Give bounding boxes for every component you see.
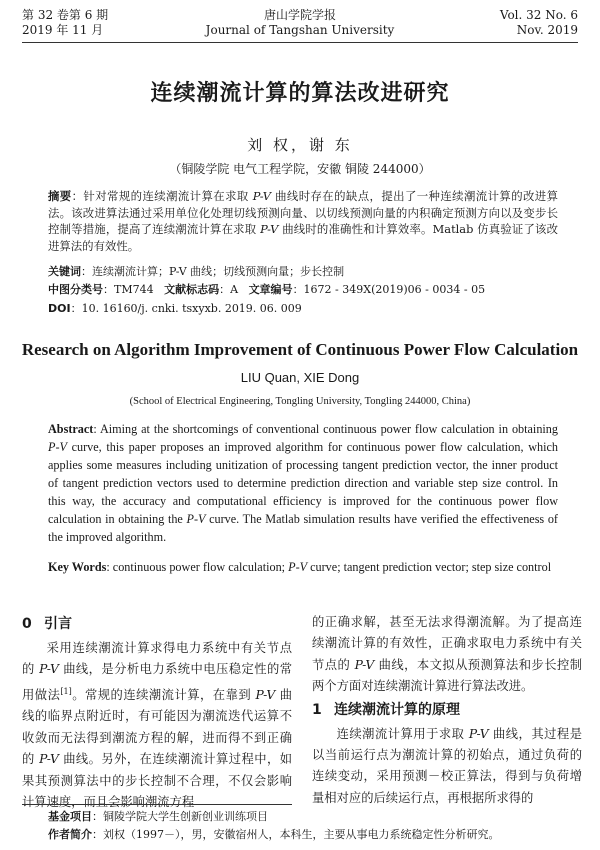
pv-term: P-V xyxy=(39,662,59,677)
principle-paragraph xyxy=(312,724,582,810)
paper-title-en: Research on Algorithm Improvement of Continuous Power Flow Calculation xyxy=(21,340,579,359)
pv-term: P-V xyxy=(468,726,489,741)
intro-paragraph-continued xyxy=(312,612,582,698)
doc-code-value: ：A xyxy=(219,283,239,296)
doc-code-label: 文献标志码 xyxy=(164,283,220,296)
keywords-en-label: Key Words xyxy=(48,560,107,574)
article-no-label: 文章编号 xyxy=(248,283,293,296)
abstract-en xyxy=(48,420,558,546)
body-text: 采用连续潮流计算求得电力系统中有关节点的 xyxy=(22,641,292,677)
pv-term: P-V xyxy=(252,189,272,203)
abstract-en-text: : Aiming at the shortcomings of conventional continuous power flow calculation in obtaining xyxy=(93,422,558,436)
body-text: 。常规的连续潮流计算，在靠到 xyxy=(71,687,256,702)
doi-value: ：10. 16160/j. cnki. tsxyxb. 2019. 06. 009 xyxy=(70,302,302,315)
pv-term: P-V xyxy=(288,560,308,574)
keywords-cn-label: 关键词 xyxy=(48,265,81,278)
date-cn: 2019 年 11 月 xyxy=(22,23,104,37)
funding-label: 基金项目 xyxy=(48,810,92,823)
funding-text: ：铜陵学院大学生创新创业训练项目 xyxy=(92,810,268,823)
body-column-right xyxy=(312,612,582,809)
abstract-en-text: curve, this paper proposes an improved algorithm for continuous power flow calculation, which applies some measures including unitization of processing tangent prediction vector, the inner product of tangent prediction vectors used to determine prediction direction and variable step size control. In this way, the accuracy and computational efficiency is improved for the continuous power flow calculation in obtaining the xyxy=(48,440,558,526)
keywords-en xyxy=(48,558,558,576)
pv-term: P-V xyxy=(260,222,279,237)
funding-footnote xyxy=(48,809,268,824)
vol-en: Vol. 32 No. 6 xyxy=(499,8,578,22)
pv-term: P-V xyxy=(186,512,206,526)
author-bio-text: ：刘权（1997－），男，安徽宿州人，本科生，主要从事电力系统稳定性分析研究。 xyxy=(92,828,500,841)
body-text: 曲线，是分析电力系统中电压稳定性的常用做法 xyxy=(22,662,292,702)
body-text: 曲线，本文拟从预测算法和步长控制两个方面对连续潮流计算进行算法改进。 xyxy=(312,657,582,694)
section-title: 引言 xyxy=(44,616,72,632)
authors-cn: 刘 权，谢 东 xyxy=(247,136,353,154)
pv-term: P-V xyxy=(48,440,67,454)
body-text: 的正确求解，甚至无法求得潮流解。为了提高连续潮流计算的有效性，正确求取电力系统中有关节点的 xyxy=(312,615,582,672)
paper-title-cn: 连续潮流计算的算法改进研究 xyxy=(150,80,450,106)
abstract-en-text: curve. The Matlab simulation results have verified the effectiveness of the improved algorithm. xyxy=(48,512,558,544)
affiliation-en: (School of Electrical Engineering, Tongling University, Tongling 244000, China) xyxy=(129,396,471,407)
keywords-en-text: : continuous power flow calculation; xyxy=(106,560,289,574)
section-title: 连续潮流计算的原理 xyxy=(334,701,460,718)
section-number: 0 xyxy=(22,616,32,632)
section-number: 1 xyxy=(312,701,322,718)
abstract-cn-label: 摘要 xyxy=(48,189,72,203)
pv-term: P-V xyxy=(255,687,276,702)
intro-paragraph xyxy=(22,638,292,813)
body-column-left xyxy=(22,612,292,813)
body-text: 连续潮流计算用于求取 xyxy=(336,726,469,741)
clc-value: ：TM744 xyxy=(103,283,154,296)
running-header-right xyxy=(500,8,578,38)
keywords-cn-text: ：连续潮流计算；P-V 曲线；切线预测向量；步长控制 xyxy=(81,265,345,278)
header-divider xyxy=(22,42,578,43)
journal-cn: 唐山学院学报 xyxy=(263,8,336,22)
classification-line xyxy=(48,282,568,298)
section-0-heading xyxy=(22,612,292,636)
body-text: 曲线的临界点附近时，有可能因为潮流迭代运算不收敛而无法得到潮流方程的解，进而得不到正确的 xyxy=(22,687,292,767)
abstract-en-label: Abstract xyxy=(48,422,94,436)
article-no-value: ：1672 - 349X(2019)06 - 0034 - 05 xyxy=(292,283,486,296)
journal-en: Journal of Tangshan University xyxy=(205,23,395,37)
pv-term: P-V xyxy=(354,657,375,672)
author-bio-label: 作者简介 xyxy=(48,828,92,841)
keywords-en-text: curve; tangent prediction vector; step size control xyxy=(307,560,552,574)
body-text: 曲线。另外，在连续潮流计算过程中，如果其预测算法中的步长控制不合理，不仅会影响计算速度，而且会影响潮流方程 xyxy=(22,752,292,809)
citation-ref: [1] xyxy=(60,686,72,696)
footnote-divider xyxy=(22,804,292,805)
author-footnote xyxy=(48,827,500,842)
abstract-cn-text: 曲线时的准确性和计算效率。Matlab 仿真验证了该改进算法的有效性。 xyxy=(48,222,559,253)
issue-cn: 第 32 卷第 6 期 xyxy=(22,8,109,22)
section-1-heading xyxy=(312,698,582,722)
body-text: 曲线，其过程是以当前运行点为潮流计算的初始点，通过负荷的连续变动，采用预测－校正算法，得到与负荷增量相对应的后续运行点，再根据所求得的 xyxy=(312,726,582,805)
keywords-cn xyxy=(48,264,568,280)
abstract-cn-text: ：针对常规的连续潮流计算在求取 xyxy=(71,189,253,203)
abstract-cn xyxy=(48,188,558,254)
doi-label: DOI xyxy=(48,302,71,315)
doi-line xyxy=(48,301,568,317)
abstract-cn-text: 曲线时存在的缺点，提出了一种连续潮流计算的改进算法。该改进算法通过采用单位化处理切线预测向量、以切线预测向量的内积确定预测方向以及变步长控制等措施，提高了连续潮流计算在求取 xyxy=(48,189,558,237)
pv-term: P-V xyxy=(39,752,59,767)
authors-en: LIU Quan, XIE Dong xyxy=(240,370,360,385)
clc-label: 中图分类号 xyxy=(48,283,103,296)
affiliation-cn: （铜陵学院 电气工程学院，安徽 铜陵 244000） xyxy=(169,162,431,176)
date-en: Nov. 2019 xyxy=(516,23,578,37)
